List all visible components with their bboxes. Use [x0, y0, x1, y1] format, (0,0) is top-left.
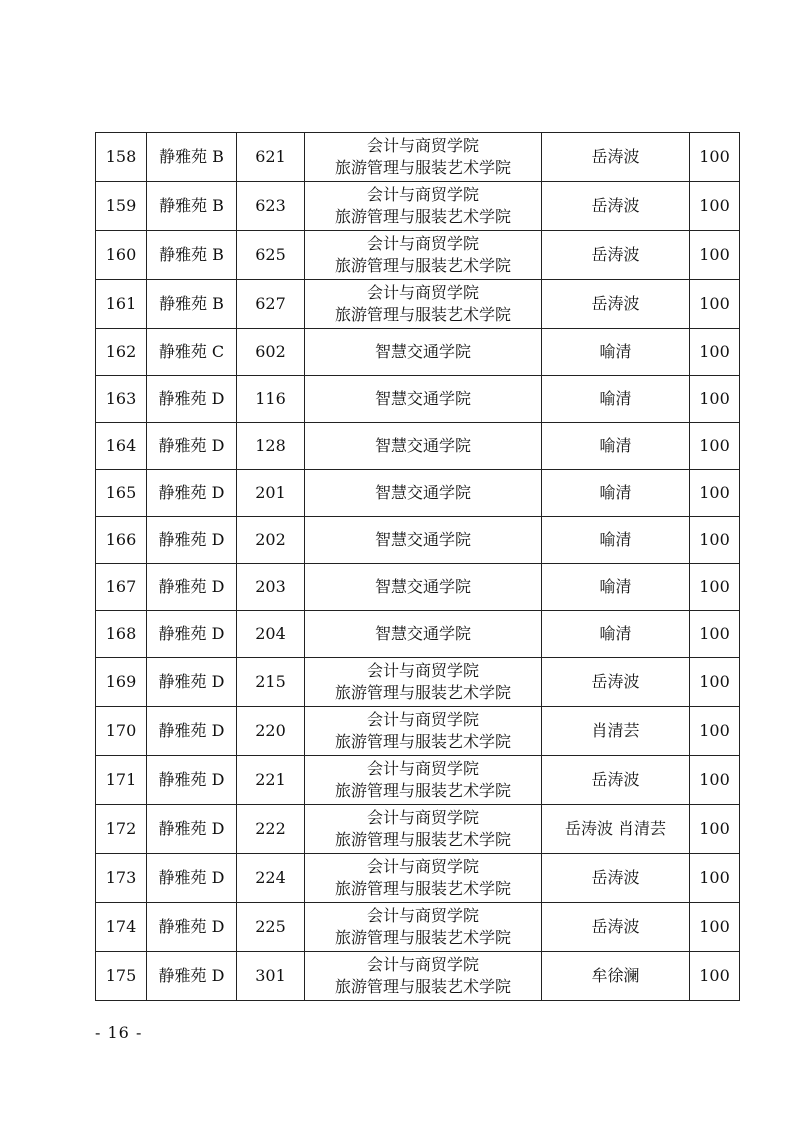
building-cell: 静雅苑 B: [147, 231, 237, 280]
building-cell: 静雅苑 B: [147, 280, 237, 329]
score-cell: 100: [690, 517, 740, 564]
score-cell: 100: [690, 231, 740, 280]
table-row: [96, 805, 740, 854]
table-row: [96, 756, 740, 805]
building-cell: 静雅苑 D: [147, 903, 237, 952]
building-cell: 静雅苑 D: [147, 564, 237, 611]
manager-cell: 岳涛波 肖清芸: [542, 805, 690, 854]
building-cell: 静雅苑 C: [147, 329, 237, 376]
college-line: 会计与商贸学院: [366, 661, 479, 680]
row-number-cell: 161: [96, 280, 147, 329]
manager-cell: 岳涛波: [542, 133, 690, 182]
manager-cell: 牟徐澜: [542, 952, 690, 1001]
building-cell: 静雅苑 D: [147, 658, 237, 707]
table-row: [96, 611, 740, 658]
table-row: [96, 280, 740, 329]
table-row: [96, 903, 740, 952]
score-cell: 100: [690, 952, 740, 1001]
building-cell: 静雅苑 D: [147, 952, 237, 1001]
college-cell: [305, 756, 542, 805]
college-line: 会计与商贸学院: [366, 136, 479, 155]
table-row: [96, 517, 740, 564]
college-line: 旅游管理与服装艺术学院: [334, 879, 511, 898]
manager-cell: 岳涛波: [542, 280, 690, 329]
college-line: 旅游管理与服装艺术学院: [334, 256, 511, 275]
score-cell: 100: [690, 611, 740, 658]
college-line: 旅游管理与服装艺术学院: [334, 977, 511, 996]
room-cell: 623: [237, 182, 305, 231]
row-number-cell: 163: [96, 376, 147, 423]
room-cell: 222: [237, 805, 305, 854]
college-cell: [305, 517, 542, 564]
college-line: 智慧交通学院: [374, 389, 471, 408]
room-cell: 204: [237, 611, 305, 658]
college-line: 智慧交通学院: [374, 624, 471, 643]
college-line: 旅游管理与服装艺术学院: [334, 683, 511, 702]
table-row: [96, 133, 740, 182]
room-cell: 201: [237, 470, 305, 517]
college-cell: [305, 182, 542, 231]
room-cell: 621: [237, 133, 305, 182]
room-cell: 627: [237, 280, 305, 329]
manager-cell: 喻清: [542, 564, 690, 611]
row-number-cell: 165: [96, 470, 147, 517]
room-cell: 301: [237, 952, 305, 1001]
college-cell: [305, 231, 542, 280]
score-cell: 100: [690, 280, 740, 329]
building-cell: 静雅苑 D: [147, 805, 237, 854]
building-cell: 静雅苑 D: [147, 470, 237, 517]
building-cell: 静雅苑 D: [147, 756, 237, 805]
row-number-cell: 167: [96, 564, 147, 611]
table-body: [96, 133, 740, 1001]
college-cell: [305, 952, 542, 1001]
building-cell: 静雅苑 D: [147, 517, 237, 564]
building-cell: 静雅苑 D: [147, 707, 237, 756]
college-line: 智慧交通学院: [374, 342, 471, 361]
manager-cell: 喻清: [542, 329, 690, 376]
dormitory-score-table: [95, 132, 740, 1001]
manager-cell: 喻清: [542, 376, 690, 423]
college-line: 旅游管理与服装艺术学院: [334, 830, 511, 849]
college-cell: [305, 903, 542, 952]
row-number-cell: 170: [96, 707, 147, 756]
building-cell: 静雅苑 B: [147, 182, 237, 231]
college-line: 旅游管理与服装艺术学院: [334, 158, 511, 177]
score-cell: 100: [690, 707, 740, 756]
table-row: [96, 470, 740, 517]
building-cell: 静雅苑 D: [147, 854, 237, 903]
manager-cell: 岳涛波: [542, 182, 690, 231]
college-line: 会计与商贸学院: [366, 857, 479, 876]
manager-cell: 岳涛波: [542, 756, 690, 805]
room-cell: 202: [237, 517, 305, 564]
score-cell: 100: [690, 903, 740, 952]
college-line: 会计与商贸学院: [366, 283, 479, 302]
manager-cell: 喻清: [542, 517, 690, 564]
college-cell: [305, 133, 542, 182]
table-row: [96, 329, 740, 376]
score-cell: 100: [690, 329, 740, 376]
table-row: [96, 564, 740, 611]
college-line: 会计与商贸学院: [366, 185, 479, 204]
score-cell: 100: [690, 854, 740, 903]
college-cell: [305, 329, 542, 376]
college-line: 旅游管理与服装艺术学院: [334, 305, 511, 324]
row-number-cell: 175: [96, 952, 147, 1001]
score-cell: 100: [690, 658, 740, 707]
manager-cell: 喻清: [542, 470, 690, 517]
row-number-cell: 159: [96, 182, 147, 231]
college-line: 会计与商贸学院: [366, 710, 479, 729]
manager-cell: 肖清芸: [542, 707, 690, 756]
score-cell: 100: [690, 423, 740, 470]
college-line: 智慧交通学院: [374, 577, 471, 596]
college-line: 会计与商贸学院: [366, 906, 479, 925]
manager-cell: 岳涛波: [542, 658, 690, 707]
table-row: [96, 854, 740, 903]
room-cell: 128: [237, 423, 305, 470]
college-line: 旅游管理与服装艺术学院: [334, 781, 511, 800]
row-number-cell: 174: [96, 903, 147, 952]
college-cell: [305, 854, 542, 903]
manager-cell: 喻清: [542, 611, 690, 658]
building-cell: 静雅苑 D: [147, 423, 237, 470]
college-line: 会计与商贸学院: [366, 955, 479, 974]
score-cell: 100: [690, 756, 740, 805]
room-cell: 225: [237, 903, 305, 952]
room-cell: 625: [237, 231, 305, 280]
row-number-cell: 173: [96, 854, 147, 903]
page-number: - 16 -: [95, 1023, 143, 1042]
building-cell: 静雅苑 D: [147, 611, 237, 658]
score-cell: 100: [690, 376, 740, 423]
college-cell: [305, 376, 542, 423]
table-row: [96, 376, 740, 423]
building-cell: 静雅苑 D: [147, 376, 237, 423]
row-number-cell: 162: [96, 329, 147, 376]
room-cell: 221: [237, 756, 305, 805]
college-line: 会计与商贸学院: [366, 234, 479, 253]
college-line: 会计与商贸学院: [366, 759, 479, 778]
table-row: [96, 658, 740, 707]
row-number-cell: 169: [96, 658, 147, 707]
table-row: [96, 707, 740, 756]
room-cell: 220: [237, 707, 305, 756]
score-cell: 100: [690, 805, 740, 854]
room-cell: 602: [237, 329, 305, 376]
row-number-cell: 164: [96, 423, 147, 470]
college-cell: [305, 423, 542, 470]
college-cell: [305, 564, 542, 611]
college-cell: [305, 707, 542, 756]
manager-cell: 岳涛波: [542, 854, 690, 903]
manager-cell: 喻清: [542, 423, 690, 470]
college-line: 智慧交通学院: [374, 483, 471, 502]
college-cell: [305, 470, 542, 517]
room-cell: 215: [237, 658, 305, 707]
table-row: [96, 423, 740, 470]
score-cell: 100: [690, 470, 740, 517]
room-cell: 224: [237, 854, 305, 903]
college-line: 智慧交通学院: [374, 436, 471, 455]
college-line: 旅游管理与服装艺术学院: [334, 732, 511, 751]
room-cell: 116: [237, 376, 305, 423]
room-cell: 203: [237, 564, 305, 611]
college-cell: [305, 280, 542, 329]
manager-cell: 岳涛波: [542, 903, 690, 952]
row-number-cell: 158: [96, 133, 147, 182]
college-cell: [305, 658, 542, 707]
row-number-cell: 171: [96, 756, 147, 805]
row-number-cell: 168: [96, 611, 147, 658]
college-line: 智慧交通学院: [374, 530, 471, 549]
table-row: [96, 952, 740, 1001]
college-line: 会计与商贸学院: [366, 808, 479, 827]
table-row: [96, 182, 740, 231]
table-row: [96, 231, 740, 280]
college-cell: [305, 611, 542, 658]
score-cell: 100: [690, 564, 740, 611]
row-number-cell: 166: [96, 517, 147, 564]
college-line: 旅游管理与服装艺术学院: [334, 928, 511, 947]
row-number-cell: 172: [96, 805, 147, 854]
score-cell: 100: [690, 133, 740, 182]
building-cell: 静雅苑 B: [147, 133, 237, 182]
manager-cell: 岳涛波: [542, 231, 690, 280]
score-cell: 100: [690, 182, 740, 231]
college-cell: [305, 805, 542, 854]
row-number-cell: 160: [96, 231, 147, 280]
college-line: 旅游管理与服装艺术学院: [334, 207, 511, 226]
